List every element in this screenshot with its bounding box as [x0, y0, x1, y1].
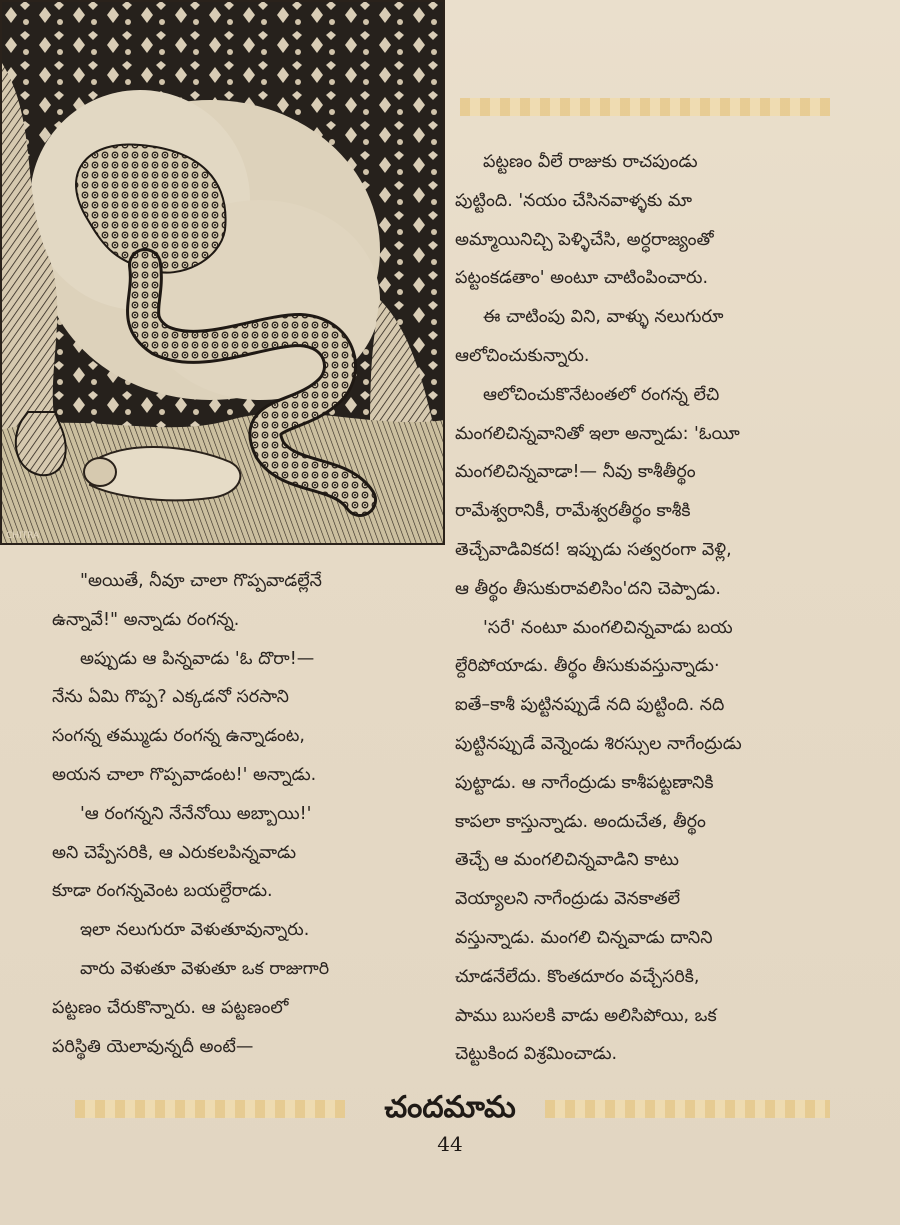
text-line: నేను ఏమి గొప్ప? ఎక్కడనో సరసాని [52, 687, 289, 708]
text-line: ఐతే–కాశీ పుట్టినప్పుడే నది పుట్టింది. నది [455, 695, 725, 716]
text-line: ఉన్నావే!" అన్నాడు రంగన్న. [52, 609, 240, 630]
text-line: చెట్టుకింద విశ్రమించాడు. [455, 1044, 618, 1065]
text-line: అని చెప్పేసరికి, ఆ ఎరుకలపిన్నవాడు [52, 842, 297, 863]
text-line: 'సరే' నంటూ మంగలిచిన్నవాడు బయ [483, 617, 733, 638]
text-line: ఈ చాటింపు విని, వాళ్ళు నలుగురూ [483, 307, 724, 328]
text-line: పుట్టాడు. ఆ నాగేంద్రుడు కాశీపట్టణానికి [455, 772, 714, 793]
story-illustration [0, 0, 445, 545]
decorative-band-bottom-right [545, 1100, 830, 1118]
text-line: పట్టణం వీలే రాజుకు రాచపుండు [483, 152, 698, 172]
snake-guarding-sleeper-illustration [0, 0, 445, 545]
decorative-band-top [460, 98, 830, 116]
text-line: పట్టంకడతాం' అంటూ చాటింపించారు. [455, 268, 709, 289]
text-line: ల్దేరిపోయాడు. తీర్థం తీసుకువస్తున్నాడు· [455, 656, 720, 677]
text-line: పరిస్థితి యెలావున్నదీ అంటే— [52, 1036, 254, 1057]
magazine-title: చందమామ [384, 1090, 516, 1125]
text-line: ఆలోచించుకొనేటంతలో రంగన్న లేచి [483, 384, 720, 405]
story-text-left-column [52, 562, 442, 1066]
text-line: మంగలిచిన్నవాడా!— నీవు కాశీతీర్థం [455, 462, 696, 483]
text-line: అప్పుడు ఆ పిన్నవాడు 'ఓ దొరా!— [80, 648, 315, 669]
text-line: తెచ్చేవాడివికద! ఇప్పుడు సత్వరంగా వెళ్లి, [455, 539, 732, 560]
text-line: కాపలా కాస్తున్నాడు. అందుచేత, తీర్థం [455, 811, 706, 832]
text-line: ఇలా నలుగురూ వెళుతూవున్నారు. [80, 920, 310, 941]
text-line: వెయ్యాలని నాగేంద్రుడు వెనకాతలే [455, 889, 680, 910]
text-line: సంగన్న తమ్ముడు రంగన్న ఉన్నాడంట, [52, 726, 305, 747]
text-line: మంగలిచిన్నవానితో ఇలా అన్నాడు: 'ఓయీ [455, 423, 740, 444]
text-line: రామేశ్వరానికీ, రామేశ్వరతీర్థం కాశీకి [455, 501, 691, 522]
text-line: "అయితే, నీవూ చాలా గొప్పవాడల్లేనే [80, 571, 322, 591]
illustration-signature: CHITRA [6, 531, 40, 541]
page-number: 44 [437, 1132, 463, 1156]
text-line: వారు వెళుతూ వెళుతూ ఒక రాజుగారి [80, 958, 330, 979]
decorative-band-bottom-left [75, 1100, 345, 1118]
text-line: పట్టణం చేరుకొన్నారు. ఆ పట్టణంలో [52, 997, 289, 1018]
text-line: అయన చాలా గొప్పవాడంట!' అన్నాడు. [52, 764, 317, 785]
text-line: కూడా రంగన్నవెంట బయల్దేరాడు. [52, 881, 273, 902]
text-line: పాము బుసలకి వాడు అలిసిపోయి, ఒక [455, 1005, 717, 1026]
text-line: చూడనేలేదు. కొంతదూరం వచ్చేసరికి, [455, 966, 700, 987]
text-line: ఆ తీర్థం తీసుకురావలిసిం'దని చెప్పాడు. [455, 578, 721, 599]
text-line: పుట్టింది. 'నయం చేసినవాళ్ళకు మా [455, 190, 693, 211]
text-line: ఆలోచించుకున్నారు. [455, 345, 590, 366]
text-line: వస్తున్నాడు. మంగలి చిన్నవాడు దానిని [455, 927, 713, 948]
text-line: పుట్టినప్పుడే వెన్నెండు శిరస్సుల నాగేంద్రుడు [455, 733, 742, 754]
text-line: 'ఆ రంగన్నని నేనేనోయి అబ్బాయి!' [80, 803, 312, 824]
text-line: అమ్మాయినిచ్చి పెళ్ళిచేసి, అర్ధరాజ్యంతో [455, 229, 714, 250]
text-line: తెచ్చే ఆ మంగలిచిన్నవాడిని కాటు [455, 850, 679, 871]
story-text-right-column [455, 143, 835, 1074]
